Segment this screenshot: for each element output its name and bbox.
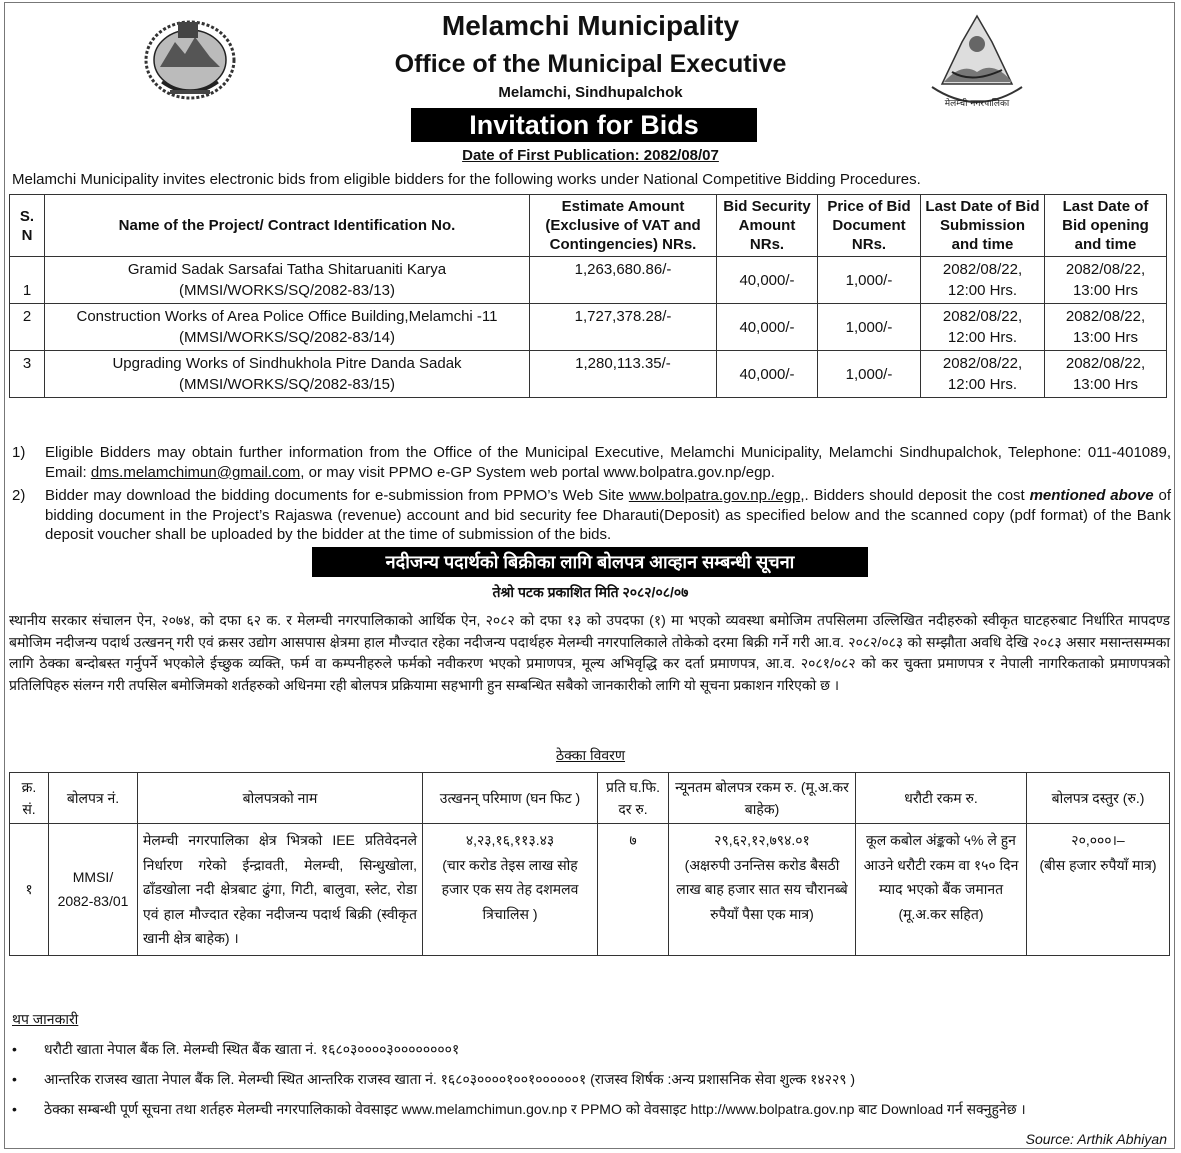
email-link[interactable]: dms.melamchimun@gmail.com [90,463,301,481]
header-estimate: Estimate Amount (Exclusive of VAT and Contingencies) NRs. [530,195,717,257]
bullet-icon: • [12,1041,17,1057]
nepali-banner: नदीजन्य पदार्थको बिक्रीका लागि बोलपत्र आव्हान सम्बन्धी सूचना [312,547,868,577]
header-name: बोलपत्रको नाम [138,773,423,824]
cell-sn: 2 [10,304,45,351]
cell-bid-no: MMSI/ 2082-83/01 [49,824,138,956]
cell-estimate: 1,263,680.86/- [530,257,717,304]
header-fee: बोलपत्र दस्तुर (रु.) [1027,773,1170,824]
cell-estimate: 1,727,378.28/- [530,304,717,351]
table-row [10,257,1167,304]
list-item: • आन्तरिक राजस्व खाता नेपाल बैंक लि. मेलम्ची स्थित आन्तरिक राजस्व खाता नं. १६८०३००००१००१००००००१ (राजस्व शिर्षक :अन्य प्रशासनिक सेवा शुल्क १४२२९ ) [12,1071,856,1087]
cell-sn: १ [10,824,49,956]
cell-submission: 2082/08/22, 12:00 Hrs. [921,304,1045,351]
ppmo-link[interactable]: www.bolpatra.gov.np./egp [628,487,801,504]
header-sn: S. N [10,195,45,257]
office-subtitle: Office of the Municipal Executive [394,50,787,78]
cell-fee: २०,०००।– (बीस हजार रुपैयाँ मात्र) [1027,824,1170,956]
cell-name: Upgrading Works of Sindhukhola Pitre Danda Sadak (MMSI/WORKS/SQ/2082-83/15) [45,351,530,398]
list-item: • ठेक्का सम्बन्धी पूर्ण सूचना तथा शर्तहरु मेलम्ची नगरपालिकाको वेवसाइट www.melamchimun.gov.np र PPMO को वेवसाइट http://www.bolpatra.gov.np बाट Download गर्न सक्नुहुनेछ । [12,1101,1026,1117]
cell-estimate: 1,280,113.35/- [530,351,717,398]
table-row [10,304,1167,351]
cell-security: 40,000/- [717,351,818,398]
cell-opening: 2082/08/22, 13:00 Hrs [1045,257,1167,304]
table-row [10,351,1167,398]
header-price: Price of Bid Document NRs. [818,195,921,257]
table-header-row [10,195,1167,257]
header-sn: क्र. सं. [10,773,49,824]
logo-caption: मेलम्ची नगरपालिका [944,99,1010,109]
invitation-banner: Invitation for Bids [411,108,757,142]
cell-price: 1,000/- [818,304,921,351]
nepali-paragraph: स्थानीय सरकार संचालन ऐन, २०७४, को दफा ६२ क. र मेलम्ची नगरपालिकाको आर्थिक ऐन, २०८२ को दफा १३ को उपदफा (१) मा भएको व्यवस्था बमोजिम तपसिलमा उल्लिखित नदीहरुको स्वीकृत घाटहरुबाट निर्धारित मापदण्ड बमोजिम नदीजन्य पदार्थ उत्खनन् गरी एवं क्रसर उद्योग आसपास क्षेत्रमा हाल मौज्दात रहेका नदीजन्य पदार्थहरु मेलम्ची नगरपालिकाले तोकेको दरमा बिक्री गर्ने गरी आ.व. २०८२/०८३ को सम्झौता अवधि देखि २०८३ असार मसान्तसम्मका लागि ठेक्का बन्दोबस्त गर्नुपर्ने भएकोले ईच्छुक व्यक्ति, फर्म वा कम्पनीहरुले फर्मको नवीकरण भएको प्रमाणपत्र, मूल्य अभिवृद्धि कर दर्ता प्रमाणपत्र, आ.व. २०८१/०८२ को कर चुक्ता प्रमाणपत्र र नेपाली नागरिकताको प्रमाणपत्रको प्रतिलिपिहरु संलग्न गरी तपसिल बमोजिमको शर्तहरुको अधिनमा रही बोलपत्र प्रक्रियामा सहभागी हुन सम्बन्धित सबैको जानकारीको लागि यो सूचना प्रकाशन गरिएको छ । [9,612,1170,693]
cell-opening: 2082/08/22, 13:00 Hrs [1045,351,1167,398]
header-deposit: धरौटी रकम रु. [856,773,1027,824]
bids-table [9,194,1167,398]
intro-text: Melamchi Municipality invites electronic bids from eligible bidders for the following works under National Competitive Bidding Procedures. [12,171,921,188]
cell-quantity: ४,२३,१६,११३.४३ (चार करोड तेइस लाख सोह हजार एक सय तेह दशमलव त्रिचालिस ) [423,824,598,956]
bullet-icon: • [12,1101,17,1117]
cell-submission: 2082/08/22, 12:00 Hrs. [921,257,1045,304]
header-min-amount: न्यूनतम बोलपत्र रकम रु. (मू.अ.कर बाहेक) [669,773,856,824]
header-submission: Last Date of Bid Submission and time [921,195,1045,257]
contract-details-heading: ठेक्का विवरण [555,747,626,763]
list-item: • धरौटी खाता नेपाल बैंक लि. मेलम्ची स्थित बैंक खाता नं. १६८०३००००३००००००००१ [12,1041,460,1057]
cell-deposit: कूल कबोल अंङ्कको ५% ले हुन आउने धरौटी रकम वा १५० दिन म्याद भएको बैंक जमानत (मू.अ.कर सहित) [856,824,1027,956]
cell-rate: ७ [598,824,669,956]
header-security: Bid Security Amount NRs. [717,195,818,257]
municipality-title: Melamchi Municipality [441,10,740,41]
contract-table [9,772,1170,956]
cell-name: Gramid Sadak Sarsafai Tatha Shitaruaniti Karya (MMSI/WORKS/SQ/2082-83/13) [45,257,530,304]
cell-sn: 1 [10,257,45,304]
header-quantity: उत्खनन् परिमाण (घन फिट ) [423,773,598,824]
table-header-row [10,773,1170,824]
nepali-date: तेश्रो पटक प्रकाशित मिति २०८२/०८/०७ [492,584,689,600]
office-location: Melamchi, Sindhupalchok [498,84,683,101]
cell-submission: 2082/08/22, 12:00 Hrs. [921,351,1045,398]
table-row [10,824,1170,956]
header-name: Name of the Project/ Contract Identification No. [45,195,530,257]
header-opening: Last Date of Bid opening and time [1045,195,1167,257]
cell-min-amount: २९,६२,१२,७९४.०१ (अक्षरुपी उनन्तिस करोड बैसठी लाख बाह हजार सात सय चौरानब्बे रुपैयाँ पैसा एक मात्र) [669,824,856,956]
cell-price: 1,000/- [818,257,921,304]
header-bid-no: बोलपत्र नं. [49,773,138,824]
publication-date: Date of First Publication: 2082/08/07 [462,147,719,164]
cell-opening: 2082/08/22, 13:00 Hrs [1045,304,1167,351]
cell-price: 1,000/- [818,351,921,398]
cell-security: 40,000/- [717,257,818,304]
cell-name: मेलम्ची नगरपालिका क्षेत्र भित्रको IEE प्रतिवेदनले निर्धारण गरेको ईन्द्रावती, मेलम्ची, सिन्धुखोला, ढाँडखोला नदी क्षेत्रबाट ढुंगा, गिटी, बालुवा, स्लेट, रोडा एवं हाल मौज्दात रहेका नदीजन्य पदार्थ बिक्री (स्वीकृत खानी क्षेत्र बाहेक) । [138,824,423,956]
cell-name: Construction Works of Area Police Office Building,Melamchi -11 (MMSI/WORKS/SQ/2082-83/14) [45,304,530,351]
cell-security: 40,000/- [717,304,818,351]
cell-sn: 3 [10,351,45,398]
bullet-icon: • [12,1071,17,1087]
source-credit: Source: Arthik Abhiyan [1025,1131,1167,1147]
header-rate: प्रति घ.फि. दर रु. [598,773,669,824]
more-info-heading: थप जानकारी [12,1011,79,1027]
